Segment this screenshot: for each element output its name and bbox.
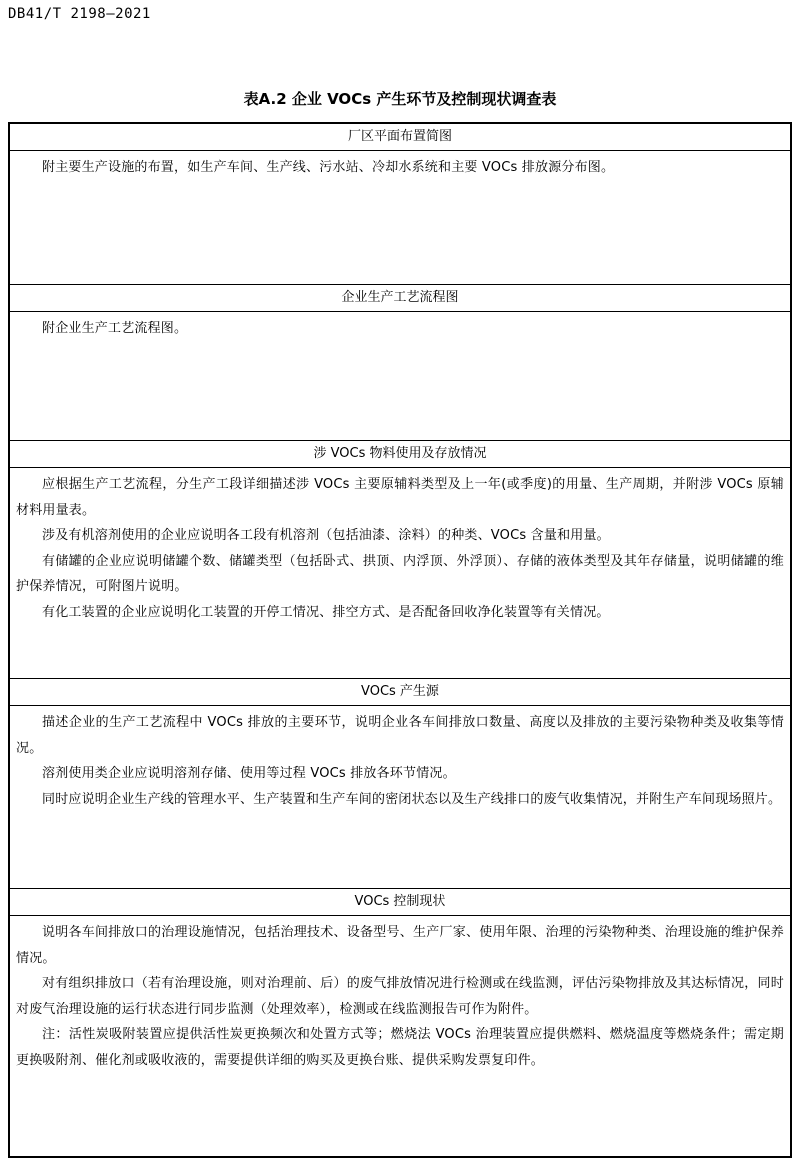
paragraph: 有储罐的企业应说明储罐个数、储罐类型（包括卧式、拱顶、内浮顶、外浮顶）、存储的液体类型及其年存储量，说明储罐的维护保养情况，可附图片说明。	[16, 553, 784, 594]
paragraph: 注：活性炭吸附装置应提供活性炭更换频次和处置方式等；燃烧法 VOCs 治理装置应提供燃料、燃烧温度等燃烧条件；需定期更换吸附剂、催化剂或吸收液的，需要提供详细的购买及更换台账、提供采购发票复印件。	[16, 1027, 784, 1068]
survey-table	[8, 122, 792, 1158]
section-vocs-sources	[10, 678, 790, 888]
section-body	[10, 916, 790, 1073]
paragraph: 同时应说明企业生产线的管理水平、生产装置和生产车间的密闭状态以及生产线排口的废气收集情况，并附生产车间现场照片。	[42, 791, 782, 807]
paragraph: 涉及有机溶剂使用的企业应说明各工段有机溶剂（包括油漆、涂料）的种类、VOCs 含量和用量。	[42, 528, 610, 543]
paragraph: 说明各车间排放口的治理设施情况，包括治理技术、设备型号、生产厂家、使用年限、治理的污染物种类、治理设施的维护保养情况。	[16, 925, 784, 966]
paragraph: 描述企业的生产工艺流程中 VOCs 排放的主要环节，说明企业各车间排放口数量、高度以及排放的主要污染物种类及收集等情况。	[16, 715, 784, 756]
section-process-flow	[10, 284, 790, 440]
paragraph: 附企业生产工艺流程图。	[42, 321, 188, 336]
section-heading: 企业生产工艺流程图	[10, 285, 790, 312]
paragraph: 溶剂使用类企业应说明溶剂存储、使用等过程 VOCs 排放各环节情况。	[42, 766, 456, 781]
paragraph: 应根据生产工艺流程，分生产工段详细描述涉 VOCs 主要原辅料类型及上一年(或季度)的用量、生产周期，并附涉 VOCs 原辅材料用量表。	[16, 477, 784, 518]
standard-code: DB41/T 2198—2021	[8, 6, 151, 22]
paragraph: 有化工装置的企业应说明化工装置的开停工情况、排空方式、是否配备回收净化装置等有关情况。	[42, 604, 610, 620]
section-body	[10, 312, 790, 342]
section-material-usage	[10, 440, 790, 678]
section-vocs-control-status	[10, 888, 790, 1158]
section-body	[10, 151, 790, 181]
section-body	[10, 468, 790, 625]
section-body	[10, 706, 790, 812]
paragraph: 对有组织排放口（若有治理设施，则对治理前、后）的废气排放情况进行检测或在线监测，评估污染物排放及其达标情况，同时对废气治理设施的运行状态进行同步监测（处理效率），检测或在线监测报告可作为附件。	[16, 976, 784, 1017]
section-heading: VOCs 控制现状	[10, 889, 790, 916]
paragraph: 附主要生产设施的布置，如生产车间、生产线、污水站、冷却水系统和主要 VOCs 排放源分布图。	[42, 160, 615, 175]
section-heading: 厂区平面布置简图	[10, 124, 790, 151]
table-title: 表A.2 企业 VOCs 产生环节及控制现状调查表	[243, 90, 557, 108]
section-heading: VOCs 产生源	[10, 679, 790, 706]
section-heading: 涉 VOCs 物料使用及存放情况	[10, 441, 790, 468]
section-plant-layout	[10, 124, 790, 284]
